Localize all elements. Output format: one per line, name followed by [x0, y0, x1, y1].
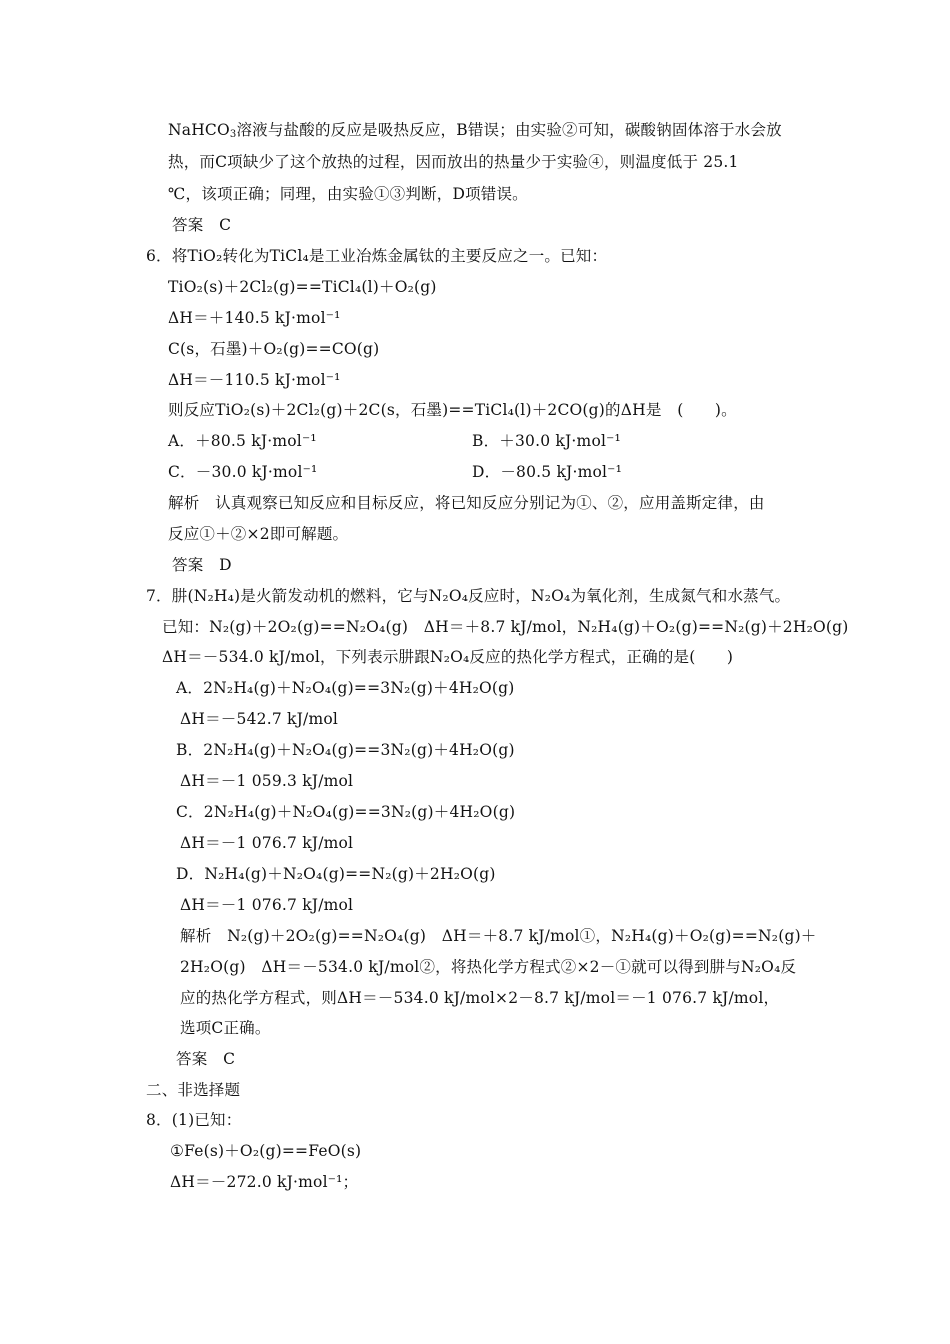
- q6-option-c: C．－30.0 kJ·mol⁻¹: [168, 463, 318, 481]
- q7-analysis-line-3: 应的热化学方程式，则ΔH＝－534.0 kJ/mol×2－8.7 kJ/mol＝－1 076.7 kJ/mol，: [180, 989, 780, 1007]
- q6-enthalpy-1: ΔH＝＋140.5 kJ·mol⁻¹: [168, 309, 341, 327]
- q7-option-a-enthalpy: ΔH＝－542.7 kJ/mol: [180, 710, 339, 728]
- q6-answer: 答案 D: [172, 556, 232, 574]
- q7-option-b-equation: B．2N₂H₄(g)＋N₂O₄(g)==3N₂(g)＋4H₂O(g): [176, 741, 515, 759]
- q6-analysis-line-1: 解析 认真观察已知反应和目标反应，将已知反应分别记为①、②，应用盖斯定律，由: [168, 494, 765, 512]
- q7-stem: 7．肼(N₂H₄)是火箭发动机的燃料，它与N₂O₄反应时，N₂O₄为氧化剂，生成氮气和水蒸气。: [146, 587, 791, 605]
- q6-option-d: D．－80.5 kJ·mol⁻¹: [472, 463, 622, 481]
- q8-enthalpy-1: ΔH＝－272.0 kJ·mol⁻¹；: [170, 1173, 359, 1191]
- q5-analysis-line-2: 热，而C项缺少了这个放热的过程，因而放出的热量少于实验④，则温度低于 25.1: [168, 153, 739, 171]
- q6-option-b: B．＋30.0 kJ·mol⁻¹: [472, 432, 621, 450]
- q7-analysis-line-4: 选项C正确。: [180, 1019, 271, 1037]
- q6-equation-2: C(s，石墨)＋O₂(g)==CO(g): [168, 340, 380, 358]
- q8-stem: 8．(1)已知：: [146, 1111, 242, 1129]
- q6-stem: 6．将TiO₂转化为TiCl₄是工业冶炼金属钛的主要反应之一。已知：: [146, 247, 608, 265]
- q7-option-c-equation: C．2N₂H₄(g)＋N₂O₄(g)==3N₂(g)＋4H₂O(g): [176, 803, 516, 821]
- q7-analysis-line-2: 2H₂O(g) ΔH＝－534.0 kJ/mol②，将热化学方程式②×2－①就可以得到肼与N₂O₄反: [180, 958, 797, 976]
- q7-option-d-enthalpy: ΔH＝－1 076.7 kJ/mol: [180, 896, 354, 914]
- q6-option-a: A．＋80.5 kJ·mol⁻¹: [168, 432, 317, 450]
- q7-option-d-equation: D．N₂H₄(g)＋N₂O₄(g)==N₂(g)＋2H₂O(g): [176, 865, 496, 883]
- q7-option-a-equation: A．2N₂H₄(g)＋N₂O₄(g)==3N₂(g)＋4H₂O(g): [176, 679, 515, 697]
- q6-analysis-line-2: 反应①＋②×2即可解题。: [168, 525, 349, 543]
- q7-known-line-2: ΔH＝－534.0 kJ/mol，下列表示肼跟N₂O₄反应的热化学方程式，正确的是( ): [162, 648, 734, 666]
- q7-option-b-enthalpy: ΔH＝－1 059.3 kJ/mol: [180, 772, 354, 790]
- q6-question: 则反应TiO₂(s)＋2Cl₂(g)＋2C(s，石墨)==TiCl₄(l)＋2CO(g)的ΔH是 ( )。: [168, 401, 737, 419]
- q7-option-c-enthalpy: ΔH＝－1 076.7 kJ/mol: [180, 834, 354, 852]
- q7-answer: 答案 C: [176, 1050, 236, 1068]
- section-heading: 二、非选择题: [146, 1081, 241, 1099]
- q5-answer: 答案 C: [172, 216, 232, 234]
- q5-analysis-line-1: NaHCO$_3$溶液与盐酸的反应是吸热反应，B错误；由实验②可知，碳酸钠固体溶于水会放: [168, 121, 782, 140]
- q5-analysis-line-3: ℃，该项正确；同理，由实验①③判断，D项错误。: [168, 185, 528, 203]
- q7-analysis-line-1: 解析 N₂(g)＋2O₂(g)==N₂O₄(g) ΔH＝＋8.7 kJ/mol①，N₂H₄(g)＋O₂(g)==N₂(g)＋: [180, 927, 817, 945]
- q6-enthalpy-2: ΔH＝－110.5 kJ·mol⁻¹: [168, 371, 341, 389]
- q7-known-line-1: 已知：N₂(g)＋2O₂(g)==N₂O₄(g) ΔH＝＋8.7 kJ/mol，N₂H₄(g)＋O₂(g)==N₂(g)＋2H₂O(g): [162, 618, 849, 636]
- q6-equation-1: TiO₂(s)＋2Cl₂(g)==TiCl₄(l)＋O₂(g): [168, 278, 437, 296]
- q8-equation-1: ①Fe(s)＋O₂(g)==FeO(s): [170, 1142, 362, 1160]
